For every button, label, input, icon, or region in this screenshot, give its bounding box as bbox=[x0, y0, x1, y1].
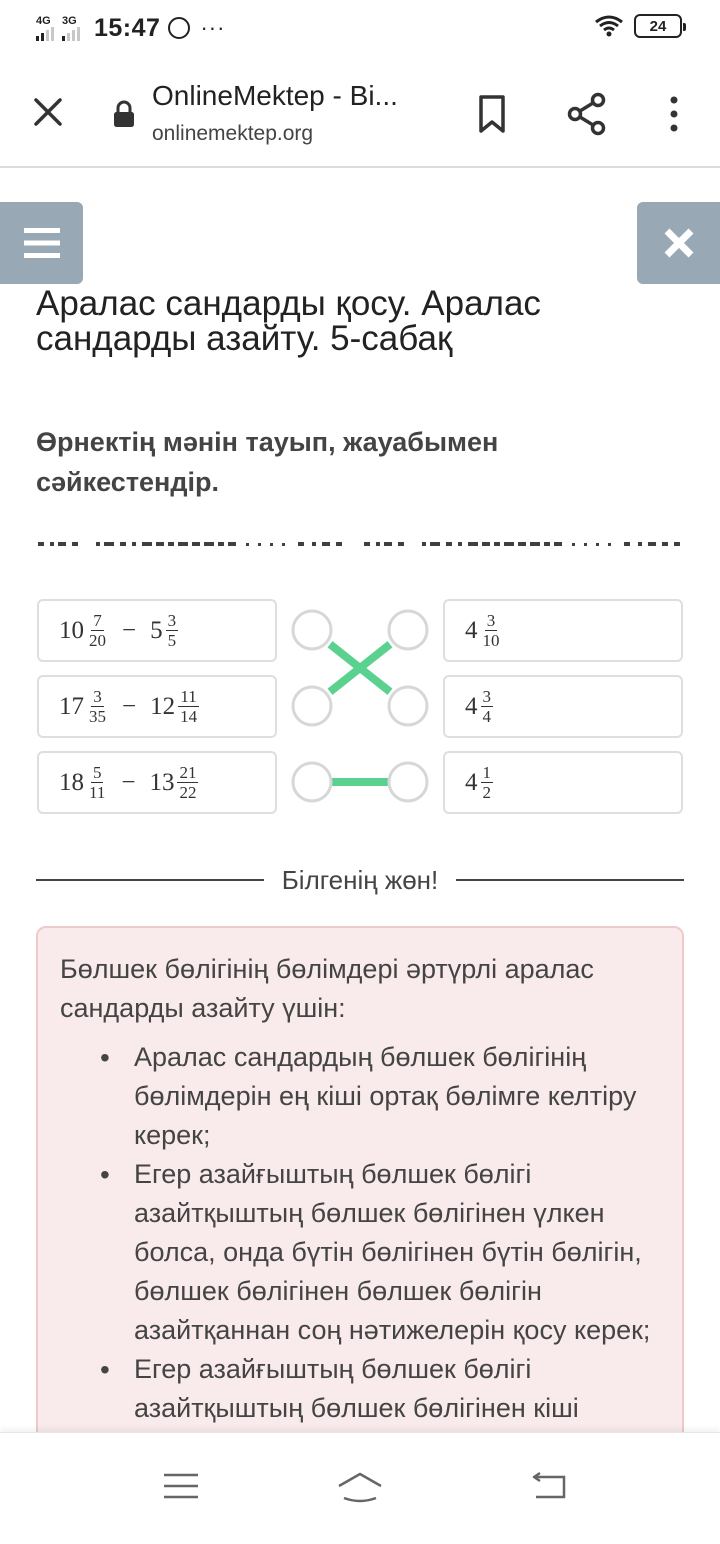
more-vert-icon[interactable] bbox=[662, 94, 686, 134]
url-display[interactable]: onlinemektep.org bbox=[152, 122, 314, 145]
fraction bbox=[166, 612, 179, 649]
signal-3g bbox=[62, 16, 80, 41]
info-intro: Бөлшек бөлігінің бөлімдері әртүрлі аралас сандарды азайту үшін: bbox=[60, 954, 594, 1023]
denominator: 22 bbox=[179, 783, 197, 802]
denominator: 4 bbox=[482, 707, 491, 726]
fraction bbox=[87, 764, 107, 801]
battery-indicator bbox=[634, 14, 682, 38]
close-lesson-button[interactable] bbox=[637, 202, 720, 284]
match-dot-left-3[interactable] bbox=[293, 763, 331, 801]
menu-lines-icon[interactable] bbox=[162, 1471, 200, 1501]
task-instruction: Өрнектің мәнін тауып, жауабымен сәйкестендір. bbox=[36, 427, 499, 497]
match-dot-right-2[interactable] bbox=[389, 687, 427, 725]
close-icon[interactable] bbox=[28, 92, 68, 132]
expression-card-3[interactable] bbox=[37, 751, 277, 814]
decorative-dash-divider bbox=[38, 540, 682, 548]
more-notifications: ··· bbox=[200, 15, 226, 40]
denominator: 20 bbox=[89, 631, 106, 650]
denominator: 35 bbox=[89, 707, 106, 726]
whatsapp-icon bbox=[168, 17, 190, 39]
info-divider bbox=[36, 862, 684, 898]
signal-4g bbox=[36, 16, 54, 41]
whole-part: 5 bbox=[150, 616, 163, 644]
bookmark-icon[interactable] bbox=[476, 94, 508, 134]
mixed-number bbox=[150, 688, 199, 725]
whole-part: 18 bbox=[59, 768, 84, 796]
back-icon[interactable] bbox=[530, 1471, 568, 1503]
fraction bbox=[481, 612, 502, 649]
answer-card-1[interactable] bbox=[443, 599, 683, 662]
browser-toolbar bbox=[0, 56, 720, 168]
whole-part: 4 bbox=[465, 768, 478, 796]
mixed-number bbox=[59, 764, 107, 801]
numerator: 5 bbox=[92, 763, 102, 782]
mixed-number bbox=[59, 688, 108, 725]
denominator: 14 bbox=[180, 707, 198, 726]
match-dot-right-1[interactable] bbox=[389, 611, 427, 649]
page-title-browser[interactable]: OnlineMektep - Bi... bbox=[152, 80, 398, 111]
numerator: 3 bbox=[93, 687, 102, 706]
numerator: 1 bbox=[482, 763, 491, 782]
whole-part: 10 bbox=[59, 616, 84, 644]
mixed-number bbox=[465, 764, 493, 801]
operator: − bbox=[122, 616, 137, 644]
wifi-icon bbox=[594, 14, 624, 38]
info-bullet: • Егер азайғыштың бөлшек бөлігі азайтқыштың бөлшек бөлігінен кіші bbox=[134, 1350, 660, 1428]
home-icon[interactable] bbox=[336, 1471, 384, 1505]
whole-part: 13 bbox=[149, 768, 175, 796]
numerator: 11 bbox=[180, 687, 197, 706]
mixed-number bbox=[465, 688, 493, 725]
fraction bbox=[481, 688, 494, 725]
network-type-label: 4G bbox=[36, 14, 51, 27]
network-type-label: 3G bbox=[62, 14, 77, 27]
answer-card-2[interactable] bbox=[443, 675, 683, 738]
whole-part: 4 bbox=[465, 616, 478, 644]
whole-part: 17 bbox=[59, 692, 84, 720]
info-bullet: • Егер азайғыштың бөлшек бөлігі азайтқыштың бөлшек бөлігінен үлкен болса, онда бүтін бөлігінен бүтін бөлігін, бөлшек бөлігінен бөлшек бөлігін азайтқаннан соң нәтижелерін қосу керек; bbox=[134, 1155, 660, 1350]
fraction bbox=[177, 764, 198, 801]
match-dot-left-2[interactable] bbox=[293, 687, 331, 725]
numerator: 21 bbox=[179, 763, 197, 782]
info-list bbox=[60, 1038, 660, 1428]
answer-card-3[interactable] bbox=[443, 751, 683, 814]
whole-part: 4 bbox=[465, 692, 478, 720]
match-dot-right-3[interactable] bbox=[389, 763, 427, 801]
denominator: 2 bbox=[482, 783, 491, 802]
fraction bbox=[481, 764, 494, 801]
mixed-number bbox=[465, 612, 502, 649]
signal-bars-icon bbox=[62, 27, 80, 41]
match-dot-left-1[interactable] bbox=[293, 611, 331, 649]
divider-line bbox=[456, 879, 684, 881]
denominator: 5 bbox=[167, 631, 177, 650]
matching-connectors bbox=[288, 606, 432, 806]
denominator: 10 bbox=[482, 631, 500, 650]
signal-bars-icon bbox=[36, 27, 54, 41]
system-nav-bar bbox=[0, 1432, 720, 1544]
lock-icon bbox=[112, 100, 136, 128]
lesson-menu-button[interactable] bbox=[0, 202, 83, 284]
fraction bbox=[87, 688, 108, 725]
fraction bbox=[178, 688, 199, 725]
clock: 15:47 bbox=[94, 13, 161, 42]
fraction bbox=[87, 612, 108, 649]
mixed-number bbox=[150, 612, 178, 649]
mixed-number bbox=[149, 764, 198, 801]
expression-card-2[interactable] bbox=[37, 675, 277, 738]
numerator: 7 bbox=[93, 611, 102, 630]
info-bullet: • Аралас сандардың бөлшек бөлігінің бөлімдерін ең кіші ортақ бөлімге келтіру керек; bbox=[134, 1038, 660, 1155]
expression-card-1[interactable] bbox=[37, 599, 277, 662]
battery-level: 24 bbox=[649, 17, 667, 35]
close-icon bbox=[662, 226, 696, 260]
share-icon[interactable] bbox=[566, 92, 608, 136]
mixed-number bbox=[59, 612, 108, 649]
numerator: 3 bbox=[486, 611, 496, 630]
denominator: 11 bbox=[89, 783, 106, 802]
numerator: 3 bbox=[167, 611, 177, 630]
operator: − bbox=[122, 692, 137, 720]
whole-part: 12 bbox=[150, 692, 176, 720]
status-bar bbox=[0, 0, 720, 56]
numerator: 3 bbox=[482, 687, 491, 706]
hamburger-icon bbox=[22, 226, 62, 260]
lesson-title: Аралас сандарды қосу. Аралас сандарды азайту. 5-сабақ bbox=[36, 284, 541, 358]
divider-line bbox=[36, 879, 264, 881]
divider-label: Білгенің жөн! bbox=[281, 864, 439, 895]
operator: − bbox=[121, 768, 136, 796]
